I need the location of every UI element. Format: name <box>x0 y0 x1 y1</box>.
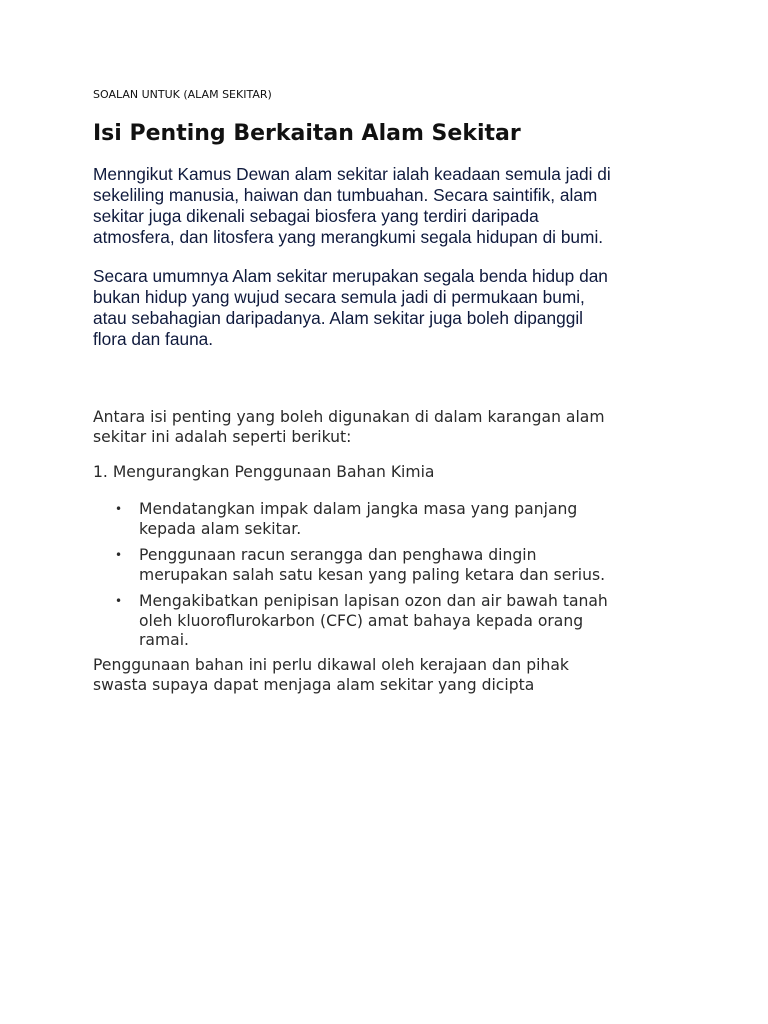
paragraph-line: swasta supaya dapat menjaga alam sekitar yang dicipta <box>93 675 535 694</box>
bullet-icon: • <box>115 594 123 608</box>
bullet-line: merupakan salah satu kesan yang paling ketara dan serius. <box>139 565 606 584</box>
paragraph-intro <box>93 408 683 447</box>
bullet-line: Mendatangkan impak dalam jangka masa yang panjang <box>139 500 578 518</box>
paragraph-line: atmosfera, dan litosfera yang merangkumi segala hidupan di bumi. <box>93 227 604 247</box>
paragraph-line: Secara umumnya Alam sekitar merupakan segala benda hidup dan <box>93 266 608 286</box>
paragraph-line: sekeliling manusia, haiwan dan tumbuahan. Secara saintifik, alam <box>93 185 598 205</box>
page-title: Isi Penting Berkaitan Alam Sekitar <box>93 121 521 146</box>
bullet-icon: • <box>115 548 123 562</box>
bullet-line: ramai. <box>139 631 190 649</box>
paragraph-line: flora dan fauna. <box>93 329 214 349</box>
paragraph-line: Penggunaan bahan ini perlu dikawal oleh kerajaan dan pihak <box>93 656 569 674</box>
bullet-list <box>93 500 683 658</box>
paragraph-closing <box>93 656 683 695</box>
list-item <box>93 592 683 651</box>
paragraph-line: Antara isi penting yang boleh digunakan di dalam karangan alam <box>93 408 605 426</box>
bullet-line: Mengakibatkan penipisan lapisan ozon dan air bawah tanah <box>139 592 608 610</box>
bullet-line: Penggunaan racun serangga dan penghawa dingin <box>139 546 537 564</box>
paragraph-line: sekitar ini adalah seperti berikut: <box>93 427 352 446</box>
list-item <box>93 500 683 539</box>
point-heading: 1. Mengurangkan Penggunaan Bahan Kimia <box>93 463 435 481</box>
bullet-line: kepada alam sekitar. <box>139 519 302 538</box>
paragraph-general <box>93 266 683 350</box>
paragraph-definition <box>93 164 683 248</box>
bullet-line: oleh kluoroflurokarbon (CFC) amat bahaya kepada orang <box>139 611 584 630</box>
list-item <box>93 546 683 585</box>
header-label: SOALAN UNTUK (ALAM SEKITAR) <box>93 88 272 101</box>
paragraph-line: sekitar juga dikenali sebagai biosfera yang terdiri daripada <box>93 206 539 226</box>
paragraph-line: bukan hidup yang wujud secara semula jadi di permukaan bumi, <box>93 287 585 307</box>
paragraph-line: Menngikut Kamus Dewan alam sekitar ialah keadaan semula jadi di <box>93 164 611 184</box>
bullet-icon: • <box>115 502 123 516</box>
paragraph-line: atau sebahagian daripadanya. Alam sekitar juga boleh dipanggil <box>93 308 583 328</box>
